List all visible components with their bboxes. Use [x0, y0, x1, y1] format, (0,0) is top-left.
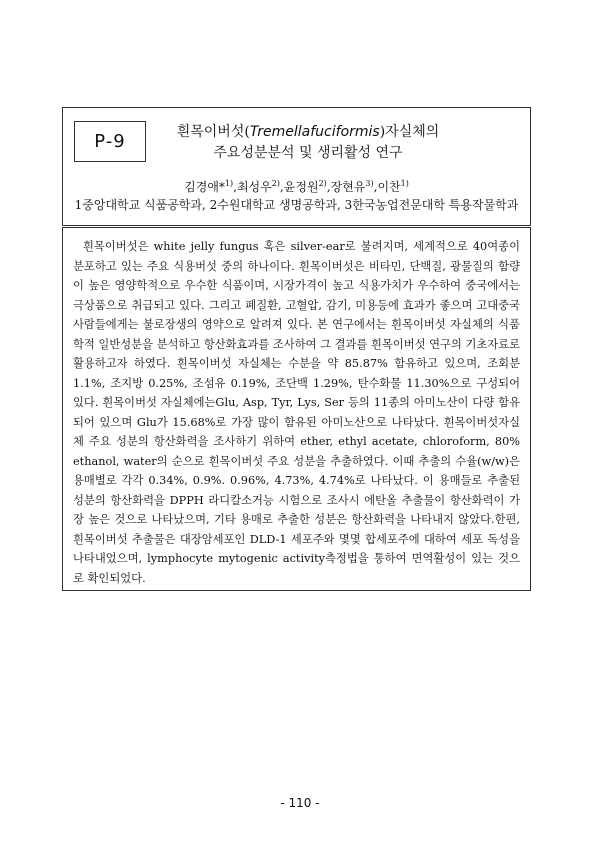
author-separator: ,	[326, 180, 331, 194]
paper-title	[158, 122, 458, 164]
author-name: 최성우	[236, 180, 272, 194]
author-separator: ,	[373, 180, 378, 194]
presentation-code: P-9	[74, 121, 146, 162]
abstract-text: 흰목이버섯은 white jelly fungus 혹은 silver-ear로 불려지며, 세계적으로 40여종이 분포하고 있는 주요 식용버섯 중의 하나이다. 흰목이버섯은 비타민, 단백질, 광물질의 함량이 높은 영양학적으로 우수한 식품이며, 시장가격이 높고 식용가치가 우수하여 중국에서는 극상품으로 취급되고 있다. 그리고 폐질환, 고혈압, 감기, 미용등에 효과가 좋으며 고대중국사람들에게는 불로장생의 영약으로 알려져 있다. 본 연구에서는 흰목이버섯 자실체의 식품학적 일반성분을 분석하고 항산화효과를 조사하여 그 결과를 흰목이버섯 연구의 기초자료로 활용하고자 하였다. 흰목이버섯 자실체는 수분을 약 85.87% 함유하고 있으며, 조회분 1.1%, 조지방 0.25%, 조섬유 0.19%, 조단백 1.29%, 탄수화물 11.30%으로 구성되어 있다. 흰목이버섯 자실체에는Glu, Asp, Tyr, Lys, Ser 등의 11종의 아미노산이 다량 함유되어 있으며 Glu가 15.68%로 가장 많이 함유된 아미노산으로 나타났다. 흰목이버섯자실체 주요 성분의 항산화력을 조사하기 위하여 ether, ethyl acetate, chloroform, 80% ethanol, water의 순으로 흰목이버섯 주요 성분을 추출하였다. 이때 추출의 수율(w/w)은 용매별로 각각 0.34%, 0.9%. 0.96%, 4.73%, 4.74%로 나타났다. 이 용매들로 추출된 성분의 항산화력을 DPPH 라디칼소거능 시험으로 조사시 에탄올 추출물이 항산화력이 가장 높은 것으로 나타났으며, 기타 용매로 추출한 성분은 항산화력을 나타내지 않았다.한편, 흰목이버섯 추출물은 대장암세포인 DLD-1 세포주와 몇몇 합세포주에 대하여 세포 독성을 나타내었으며, lymphocyte mytogenic activity측정법을 통하여 면역활성이 있는 것으로 확인되었다.	[73, 240, 521, 585]
author-name: 윤정원	[283, 180, 319, 194]
title-line-1	[158, 122, 458, 143]
author-list	[63, 178, 530, 195]
author-separator: ,	[233, 180, 237, 194]
author-affiliation-mark: 1)	[400, 179, 409, 188]
author-name: 장현유	[330, 180, 366, 194]
author-separator: ,	[279, 180, 284, 194]
header-box	[62, 107, 531, 226]
title-prefix: 흰목이버섯(	[176, 124, 250, 140]
page-number: - 110 -	[280, 796, 320, 810]
author-name: 김경애*	[184, 180, 225, 194]
author-name: 이찬	[377, 180, 401, 194]
author-affiliation-mark: 3)	[365, 179, 374, 188]
title-scientific-name: Tremellafuciformis	[249, 124, 380, 140]
author-affiliation-mark: 2)	[318, 179, 327, 188]
title-line-2: 주요성분분석 및 생리활성 연구	[213, 145, 403, 161]
affiliations: 1중앙대학교 식품공학과, 2수원대학교 생명공학과, 3한국농업전문대학 특용작물학과	[74, 198, 519, 212]
title-suffix: )자실체의	[379, 124, 440, 140]
author-affiliation-mark: 1)	[224, 179, 234, 188]
author-affiliation-mark: 2)	[271, 179, 280, 188]
abstract-box	[62, 227, 531, 591]
